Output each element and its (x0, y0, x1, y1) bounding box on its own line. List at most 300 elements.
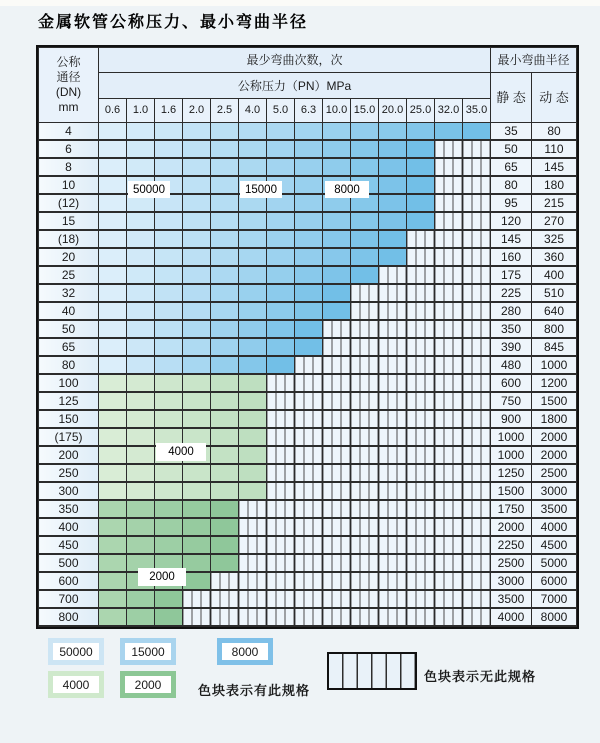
spec-not-available-cell (435, 572, 463, 590)
spec-available-cell (407, 194, 435, 212)
spec-not-available-cell (351, 518, 379, 536)
spec-not-available-cell (239, 590, 267, 608)
static-radius-cell: 1000 (491, 428, 532, 446)
spec-available-cell (211, 194, 239, 212)
spec-not-available-cell (463, 536, 491, 554)
bend-cycles-header: 最少弯曲次数，次 (99, 48, 491, 73)
table-row (39, 176, 577, 194)
spec-available-cell (239, 212, 267, 230)
spec-not-available-cell (379, 590, 407, 608)
spec-available-cell (267, 140, 295, 158)
spec-available-cell (183, 140, 211, 158)
spec-not-available-cell (295, 356, 323, 374)
spec-available-cell (127, 158, 155, 176)
static-radius-cell: 50 (491, 140, 532, 158)
spec-available-cell (99, 338, 127, 356)
spec-available-cell (127, 536, 155, 554)
dn-value-cell: 350 (39, 500, 99, 518)
spec-not-available-cell (435, 428, 463, 446)
spec-not-available-cell (239, 518, 267, 536)
spec-available-cell (127, 446, 155, 464)
spec-not-available-cell (435, 176, 463, 194)
static-radius-cell: 225 (491, 284, 532, 302)
spec-available-cell (183, 194, 211, 212)
spec-not-available-cell (295, 410, 323, 428)
spec-available-cell (99, 374, 127, 392)
spec-available-cell (211, 320, 239, 338)
spec-available-cell (99, 302, 127, 320)
pressure-value-header: 2.0 (183, 99, 211, 123)
spec-available-cell (127, 338, 155, 356)
spec-available-cell (99, 356, 127, 374)
spec-available-cell (127, 518, 155, 536)
spec-available-cell (407, 212, 435, 230)
spec-available-cell (127, 302, 155, 320)
spec-not-available-cell (407, 500, 435, 518)
table-row (39, 212, 577, 230)
static-radius-cell: 120 (491, 212, 532, 230)
spec-available-cell (239, 374, 267, 392)
dn-value-cell: (12) (39, 194, 99, 212)
spec-available-cell (267, 158, 295, 176)
spec-not-available-cell (463, 284, 491, 302)
spec-not-available-cell (323, 446, 351, 464)
spec-available-cell (183, 392, 211, 410)
spec-not-available-cell (239, 536, 267, 554)
pressure-value-header: 32.0 (435, 99, 463, 123)
page-title: 金属软管公称压力、最小弯曲半径 (38, 14, 309, 31)
dynamic-radius-cell: 110 (532, 140, 577, 158)
table-row (39, 230, 577, 248)
spec-not-available-cell (407, 518, 435, 536)
spec-available-cell (211, 500, 239, 518)
table-row (39, 410, 577, 428)
spec-available-cell (127, 464, 155, 482)
spec-not-available-cell (435, 140, 463, 158)
dn-header-line: mm (58, 100, 79, 114)
static-radius-cell: 145 (491, 230, 532, 248)
static-radius-cell: 65 (491, 158, 532, 176)
static-radius-cell: 2500 (491, 554, 532, 572)
dn-value-cell: 25 (39, 266, 99, 284)
table-row (39, 338, 577, 356)
spec-available-cell (239, 428, 267, 446)
spec-available-cell (211, 464, 239, 482)
spec-not-available-cell (351, 590, 379, 608)
spec-table-wrapper (36, 45, 579, 629)
spec-not-available-cell (351, 356, 379, 374)
spec-not-available-cell (295, 518, 323, 536)
spec-not-available-cell (379, 266, 407, 284)
dynamic-radius-cell: 5000 (532, 554, 577, 572)
spec-available-cell (155, 248, 183, 266)
spec-available-cell (239, 392, 267, 410)
header-row-pressure (39, 73, 577, 99)
spec-not-available-cell (323, 356, 351, 374)
table-row (39, 194, 577, 212)
dynamic-column-header: 动 态 (532, 73, 577, 123)
spec-available-cell (99, 428, 127, 446)
spec-not-available-cell (379, 572, 407, 590)
legend-label: 8000 (222, 643, 268, 660)
dn-value-cell: 700 (39, 590, 99, 608)
legend-block-4000 (48, 671, 104, 698)
spec-not-available-cell (435, 392, 463, 410)
spec-not-available-cell (463, 446, 491, 464)
spec-available-cell (183, 176, 211, 194)
header-row-top (39, 48, 577, 73)
spec-available-cell (323, 266, 351, 284)
spec-available-cell (211, 212, 239, 230)
spec-available-cell (323, 140, 351, 158)
legend-no-spec-text: 色块表示无此规格 (424, 669, 537, 684)
spec-not-available-cell (379, 518, 407, 536)
spec-available-cell (211, 230, 239, 248)
table-row (39, 536, 577, 554)
spec-available-cell (351, 212, 379, 230)
spec-available-cell (99, 608, 127, 626)
spec-not-available-cell (267, 536, 295, 554)
spec-available-cell (127, 356, 155, 374)
spec-available-cell (155, 500, 183, 518)
spec-not-available-cell (463, 356, 491, 374)
pressure-value-header: 1.6 (155, 99, 183, 123)
spec-available-cell (183, 482, 211, 500)
spec-available-cell (99, 248, 127, 266)
spec-not-available-cell (267, 482, 295, 500)
table-row (39, 446, 577, 464)
spec-not-available-cell (463, 500, 491, 518)
spec-available-cell (407, 123, 435, 141)
dynamic-radius-cell: 640 (532, 302, 577, 320)
table-body (39, 123, 577, 627)
spec-available-cell (183, 266, 211, 284)
spec-available-cell (99, 230, 127, 248)
spec-available-cell (155, 320, 183, 338)
spec-not-available-cell (463, 482, 491, 500)
spec-not-available-cell (435, 536, 463, 554)
spec-not-available-cell (379, 302, 407, 320)
spec-available-cell (239, 356, 267, 374)
spec-available-cell (99, 518, 127, 536)
pressure-value-header: 6.3 (295, 99, 323, 123)
spec-available-cell (183, 464, 211, 482)
spec-not-available-cell (323, 320, 351, 338)
spec-available-cell (127, 248, 155, 266)
table-row (39, 284, 577, 302)
spec-not-available-cell (407, 248, 435, 266)
spec-not-available-cell (267, 500, 295, 518)
spec-available-cell (183, 284, 211, 302)
spec-not-available-cell (463, 176, 491, 194)
dn-value-cell: 300 (39, 482, 99, 500)
spec-not-available-cell (463, 518, 491, 536)
table-row (39, 302, 577, 320)
spec-not-available-cell (323, 572, 351, 590)
static-radius-cell: 35 (491, 123, 532, 141)
spec-available-cell (295, 302, 323, 320)
spec-available-cell (99, 410, 127, 428)
spec-available-cell (267, 302, 295, 320)
static-radius-cell: 1000 (491, 446, 532, 464)
spec-not-available-cell (351, 500, 379, 518)
spec-not-available-cell (463, 410, 491, 428)
spec-not-available-cell (267, 410, 295, 428)
spec-available-cell (211, 482, 239, 500)
spec-available-cell (99, 176, 127, 194)
spec-available-cell (127, 266, 155, 284)
min-bend-radius-header: 最小弯曲半径 (491, 48, 577, 73)
spec-available-cell (99, 572, 127, 590)
spec-not-available-cell (211, 608, 239, 626)
spec-available-cell (295, 194, 323, 212)
spec-not-available-cell (435, 608, 463, 626)
spec-available-cell (155, 374, 183, 392)
spec-not-available-cell (379, 392, 407, 410)
dn-value-cell: 600 (39, 572, 99, 590)
static-radius-cell: 1250 (491, 464, 532, 482)
pressure-value-header: 5.0 (267, 99, 295, 123)
spec-not-available-cell (351, 608, 379, 626)
spec-not-available-cell (463, 212, 491, 230)
cycles-label-50000: 50000 (128, 181, 170, 198)
static-radius-cell: 1500 (491, 482, 532, 500)
spec-not-available-cell (351, 410, 379, 428)
spec-not-available-cell (379, 428, 407, 446)
spec-available-cell (295, 266, 323, 284)
spec-available-cell (239, 464, 267, 482)
spec-available-cell (267, 123, 295, 141)
legend-label: 15000 (125, 643, 171, 660)
dynamic-radius-cell: 360 (532, 248, 577, 266)
spec-available-cell (323, 212, 351, 230)
spec-not-available-cell (295, 572, 323, 590)
spec-available-cell (323, 248, 351, 266)
spec-not-available-cell (379, 482, 407, 500)
dynamic-radius-cell: 1500 (532, 392, 577, 410)
spec-not-available-cell (323, 338, 351, 356)
dynamic-radius-cell: 400 (532, 266, 577, 284)
spec-not-available-cell (435, 446, 463, 464)
spec-available-cell (211, 338, 239, 356)
spec-available-cell (183, 554, 211, 572)
table-row (39, 428, 577, 446)
pressure-value-header: 20.0 (379, 99, 407, 123)
spec-not-available-cell (407, 572, 435, 590)
spec-available-cell (351, 158, 379, 176)
spec-available-cell (267, 338, 295, 356)
spec-not-available-cell (351, 446, 379, 464)
dynamic-radius-cell: 800 (532, 320, 577, 338)
spec-available-cell (295, 338, 323, 356)
spec-not-available-cell (379, 500, 407, 518)
dn-header-line: (DN) (55, 85, 82, 99)
spec-available-cell (99, 464, 127, 482)
spec-not-available-cell (407, 464, 435, 482)
spec-available-cell (127, 123, 155, 141)
spec-available-cell (155, 230, 183, 248)
spec-not-available-cell (379, 536, 407, 554)
spec-not-available-cell (463, 158, 491, 176)
spec-not-available-cell (435, 284, 463, 302)
spec-not-available-cell (267, 428, 295, 446)
spec-available-cell (267, 356, 295, 374)
spec-available-cell (239, 158, 267, 176)
spec-not-available-cell (463, 608, 491, 626)
spec-available-cell (239, 410, 267, 428)
spec-available-cell (211, 554, 239, 572)
spec-available-cell (183, 356, 211, 374)
spec-available-cell (155, 410, 183, 428)
spec-available-cell (295, 248, 323, 266)
spec-available-cell (155, 392, 183, 410)
dn-value-cell: 250 (39, 464, 99, 482)
static-radius-cell: 390 (491, 338, 532, 356)
cycles-label-15000: 15000 (240, 181, 282, 198)
dn-column-header (39, 48, 99, 123)
spec-not-available-cell (323, 392, 351, 410)
spec-available-cell (239, 123, 267, 141)
table-row (39, 266, 577, 284)
spec-not-available-cell (351, 536, 379, 554)
spec-available-cell (211, 284, 239, 302)
spec-not-available-cell (463, 392, 491, 410)
spec-available-cell (155, 140, 183, 158)
spec-available-cell (211, 410, 239, 428)
spec-not-available-cell (211, 572, 239, 590)
dn-value-cell: 150 (39, 410, 99, 428)
spec-not-available-cell (239, 554, 267, 572)
spec-not-available-cell (463, 266, 491, 284)
spec-available-cell (99, 266, 127, 284)
dn-value-cell: 400 (39, 518, 99, 536)
static-radius-cell: 1750 (491, 500, 532, 518)
spec-not-available-cell (379, 338, 407, 356)
cycles-label-4000: 4000 (156, 443, 206, 461)
dynamic-radius-cell: 3000 (532, 482, 577, 500)
dn-value-cell: 125 (39, 392, 99, 410)
spec-not-available-cell (351, 392, 379, 410)
spec-not-available-cell (295, 554, 323, 572)
spec-available-cell (239, 284, 267, 302)
spec-not-available-cell (379, 554, 407, 572)
spec-not-available-cell (351, 338, 379, 356)
dynamic-radius-cell: 2500 (532, 464, 577, 482)
spec-available-cell (239, 248, 267, 266)
spec-available-cell (155, 338, 183, 356)
cycles-label-8000: 8000 (325, 181, 369, 198)
spec-available-cell (183, 320, 211, 338)
spec-not-available-cell (435, 464, 463, 482)
spec-available-cell (127, 410, 155, 428)
spec-not-available-cell (323, 590, 351, 608)
spec-not-available-cell (435, 230, 463, 248)
spec-not-available-cell (211, 590, 239, 608)
spec-available-cell (351, 266, 379, 284)
table-row (39, 320, 577, 338)
spec-available-cell (267, 212, 295, 230)
table-row (39, 590, 577, 608)
spec-not-available-cell (463, 338, 491, 356)
spec-available-cell (155, 284, 183, 302)
spec-available-cell (239, 302, 267, 320)
spec-not-available-cell (323, 482, 351, 500)
spec-available-cell (323, 230, 351, 248)
table-row (39, 356, 577, 374)
spec-available-cell (379, 176, 407, 194)
spec-available-cell (211, 356, 239, 374)
spec-available-cell (295, 140, 323, 158)
spec-not-available-cell (407, 446, 435, 464)
spec-not-available-cell (295, 446, 323, 464)
spec-not-available-cell (435, 482, 463, 500)
spec-available-cell (379, 248, 407, 266)
spec-available-cell (183, 338, 211, 356)
table-row (39, 518, 577, 536)
spec-not-available-cell (267, 464, 295, 482)
spec-available-cell (323, 302, 351, 320)
dn-value-cell: 32 (39, 284, 99, 302)
spec-not-available-cell (463, 464, 491, 482)
spec-available-cell (127, 140, 155, 158)
spec-available-cell (127, 284, 155, 302)
spec-not-available-cell (407, 554, 435, 572)
spec-not-available-cell (323, 518, 351, 536)
spec-not-available-cell (379, 320, 407, 338)
spec-available-cell (99, 446, 127, 464)
pressure-value-header: 0.6 (99, 99, 127, 123)
spec-not-available-cell (407, 284, 435, 302)
spec-not-available-cell (351, 284, 379, 302)
pressure-value-header: 35.0 (463, 99, 491, 123)
spec-available-cell (211, 374, 239, 392)
spec-available-cell (407, 158, 435, 176)
spec-available-cell (155, 212, 183, 230)
spec-available-cell (183, 212, 211, 230)
dn-value-cell: 200 (39, 446, 99, 464)
spec-not-available-cell (407, 230, 435, 248)
spec-available-cell (239, 320, 267, 338)
dn-value-cell: 6 (39, 140, 99, 158)
spec-not-available-cell (267, 590, 295, 608)
spec-not-available-cell (295, 428, 323, 446)
spec-not-available-cell (183, 590, 211, 608)
legend-block-2000 (120, 671, 176, 698)
spec-not-available-cell (351, 428, 379, 446)
table-row (39, 572, 577, 590)
spec-not-available-cell (267, 572, 295, 590)
dynamic-radius-cell: 8000 (532, 608, 577, 626)
spec-available-cell (295, 320, 323, 338)
spec-available-cell (99, 158, 127, 176)
spec-not-available-cell (407, 302, 435, 320)
spec-not-available-cell (295, 536, 323, 554)
spec-available-cell (463, 123, 491, 141)
spec-available-cell (155, 518, 183, 536)
table-row (39, 482, 577, 500)
spec-not-available-cell (379, 410, 407, 428)
spec-not-available-cell (463, 572, 491, 590)
dynamic-radius-cell: 1000 (532, 356, 577, 374)
spec-not-available-cell (463, 320, 491, 338)
spec-available-cell (239, 140, 267, 158)
dynamic-radius-cell: 80 (532, 123, 577, 141)
spec-available-cell (295, 176, 323, 194)
dn-value-cell: 500 (39, 554, 99, 572)
spec-available-cell (379, 158, 407, 176)
spec-not-available-cell (407, 590, 435, 608)
dynamic-radius-cell: 3500 (532, 500, 577, 518)
